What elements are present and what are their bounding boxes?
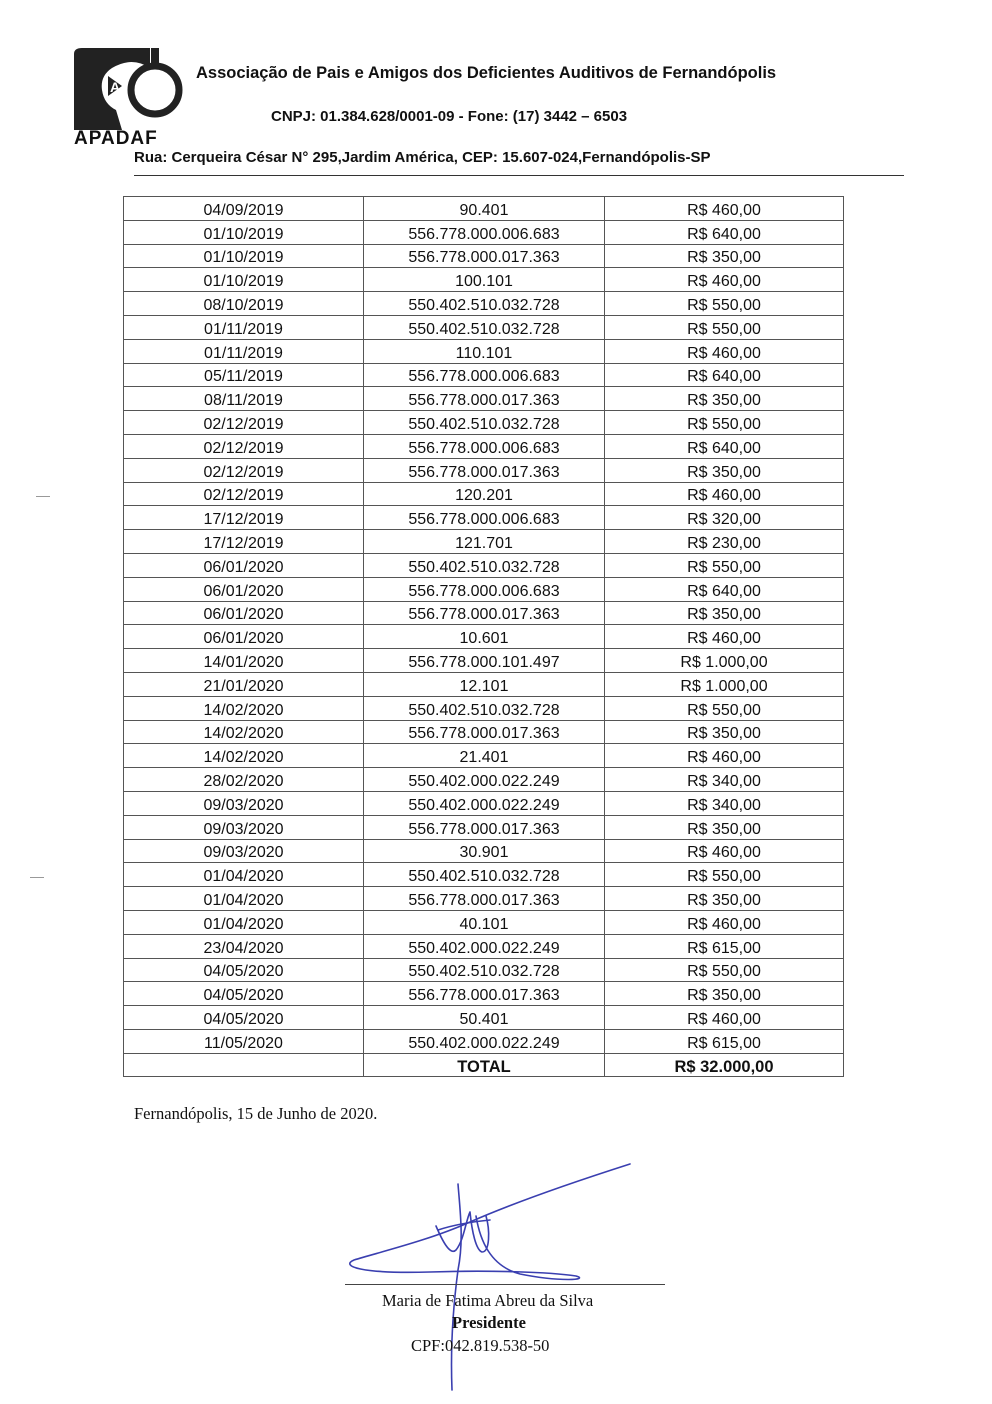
amount-cell: R$ 350,00	[605, 720, 844, 744]
date-cell: 02/12/2019	[124, 458, 364, 482]
amount-cell: R$ 350,00	[605, 982, 844, 1006]
total-empty-cell	[124, 1053, 364, 1077]
amount-cell: R$ 460,00	[605, 625, 844, 649]
table-row	[124, 292, 844, 316]
table-row	[124, 958, 844, 982]
reference-cell: 550.402.510.032.728	[364, 315, 605, 339]
amount-cell: R$ 550,00	[605, 958, 844, 982]
signer-role: Presidente	[452, 1313, 526, 1332]
date-cell: 06/01/2020	[124, 625, 364, 649]
table-row	[124, 434, 844, 458]
table-row	[124, 744, 844, 768]
amount-cell: R$ 350,00	[605, 244, 844, 268]
address: Rua: Cerqueira César N° 295,Jardim América, CEP: 15.607-024,Fernandópolis-SP	[134, 149, 711, 166]
reference-cell: 550.402.510.032.728	[364, 411, 605, 435]
reference-cell: 550.402.510.032.728	[364, 553, 605, 577]
date-cell: 01/10/2019	[124, 244, 364, 268]
total-amount: R$ 32.000,00	[605, 1053, 844, 1077]
table-row	[124, 601, 844, 625]
table-row	[124, 791, 844, 815]
scan-mark	[36, 496, 50, 497]
table-row	[124, 768, 844, 792]
reference-cell: 120.201	[364, 482, 605, 506]
table-row	[124, 815, 844, 839]
table-row	[124, 863, 844, 887]
reference-cell: 550.402.510.032.728	[364, 696, 605, 720]
date-cell: 04/05/2020	[124, 1006, 364, 1030]
table-row	[124, 577, 844, 601]
reference-cell: 556.778.000.006.683	[364, 434, 605, 458]
date-cell: 02/12/2019	[124, 434, 364, 458]
table-row	[124, 363, 844, 387]
date-cell: 21/01/2020	[124, 672, 364, 696]
amount-cell: R$ 640,00	[605, 363, 844, 387]
table-row	[124, 887, 844, 911]
payments-table-body	[124, 197, 844, 1054]
date-cell: 06/01/2020	[124, 553, 364, 577]
amount-cell: R$ 230,00	[605, 530, 844, 554]
table-row	[124, 387, 844, 411]
amount-cell: R$ 550,00	[605, 315, 844, 339]
reference-cell: 21.401	[364, 744, 605, 768]
table-row	[124, 839, 844, 863]
place-date: Fernandópolis, 15 de Junho de 2020.	[134, 1104, 378, 1123]
amount-cell: R$ 550,00	[605, 863, 844, 887]
table-row	[124, 934, 844, 958]
date-cell: 14/02/2020	[124, 744, 364, 768]
amount-cell: R$ 320,00	[605, 506, 844, 530]
reference-cell: 50.401	[364, 1006, 605, 1030]
amount-cell: R$ 550,00	[605, 411, 844, 435]
reference-cell: 90.401	[364, 197, 605, 221]
handwritten-signature	[340, 1160, 640, 1400]
reference-cell: 556.778.000.006.683	[364, 220, 605, 244]
reference-cell: 12.101	[364, 672, 605, 696]
reference-cell: 556.778.000.017.363	[364, 982, 605, 1006]
amount-cell: R$ 460,00	[605, 339, 844, 363]
amount-cell: R$ 460,00	[605, 482, 844, 506]
table-row	[124, 339, 844, 363]
date-cell: 02/12/2019	[124, 411, 364, 435]
date-cell: 04/09/2019	[124, 197, 364, 221]
reference-cell: 550.402.000.022.249	[364, 934, 605, 958]
date-cell: 09/03/2020	[124, 839, 364, 863]
date-cell: 01/04/2020	[124, 863, 364, 887]
amount-cell: R$ 640,00	[605, 577, 844, 601]
reference-cell: 556.778.000.017.363	[364, 244, 605, 268]
amount-cell: R$ 615,00	[605, 1029, 844, 1053]
amount-cell: R$ 550,00	[605, 292, 844, 316]
date-cell: 08/10/2019	[124, 292, 364, 316]
table-row	[124, 982, 844, 1006]
table-row	[124, 625, 844, 649]
payments-table	[123, 196, 844, 1077]
reference-cell: 550.402.000.022.249	[364, 768, 605, 792]
date-cell: 01/10/2019	[124, 220, 364, 244]
date-cell: 11/05/2020	[124, 1029, 364, 1053]
date-cell: 17/12/2019	[124, 530, 364, 554]
date-cell: 04/05/2020	[124, 958, 364, 982]
table-row	[124, 696, 844, 720]
table-row	[124, 506, 844, 530]
logo-wordmark: APADAF	[74, 128, 158, 149]
table-row	[124, 411, 844, 435]
reference-cell: 550.402.510.032.728	[364, 863, 605, 887]
reference-cell: 550.402.000.022.249	[364, 1029, 605, 1053]
reference-cell: 556.778.000.006.683	[364, 577, 605, 601]
reference-cell: 10.601	[364, 625, 605, 649]
date-cell: 17/12/2019	[124, 506, 364, 530]
reference-cell: 550.402.000.022.249	[364, 791, 605, 815]
table-row	[124, 910, 844, 934]
amount-cell: R$ 460,00	[605, 744, 844, 768]
date-cell: 01/10/2019	[124, 268, 364, 292]
signer-cpf: CPF:042.819.538-50	[411, 1336, 550, 1355]
amount-cell: R$ 550,00	[605, 696, 844, 720]
date-cell: 08/11/2019	[124, 387, 364, 411]
reference-cell: 550.402.510.032.728	[364, 958, 605, 982]
table-row	[124, 315, 844, 339]
table-row	[124, 720, 844, 744]
reference-cell: 30.901	[364, 839, 605, 863]
signer-name: Maria de Fatima Abreu da Silva	[382, 1291, 594, 1310]
reference-cell: 556.778.000.017.363	[364, 601, 605, 625]
date-cell: 14/01/2020	[124, 649, 364, 673]
reference-cell: 556.778.000.101.497	[364, 649, 605, 673]
amount-cell: R$ 460,00	[605, 910, 844, 934]
amount-cell: R$ 350,00	[605, 887, 844, 911]
amount-cell: R$ 460,00	[605, 1006, 844, 1030]
table-row	[124, 197, 844, 221]
date-cell: 06/01/2020	[124, 577, 364, 601]
date-cell: 06/01/2020	[124, 601, 364, 625]
table-row	[124, 482, 844, 506]
date-cell: 01/11/2019	[124, 339, 364, 363]
table-row	[124, 268, 844, 292]
date-cell: 14/02/2020	[124, 720, 364, 744]
amount-cell: R$ 1.000,00	[605, 649, 844, 673]
reference-cell: 556.778.000.017.363	[364, 815, 605, 839]
table-row	[124, 1006, 844, 1030]
table-row	[124, 649, 844, 673]
date-cell: 23/04/2020	[124, 934, 364, 958]
amount-cell: R$ 550,00	[605, 553, 844, 577]
table-row	[124, 553, 844, 577]
date-cell: 14/02/2020	[124, 696, 364, 720]
table-row	[124, 244, 844, 268]
reference-cell: 40.101	[364, 910, 605, 934]
amount-cell: R$ 350,00	[605, 601, 844, 625]
reference-cell: 556.778.000.017.363	[364, 887, 605, 911]
amount-cell: R$ 1.000,00	[605, 672, 844, 696]
scan-mark	[30, 877, 44, 878]
amount-cell: R$ 340,00	[605, 768, 844, 792]
date-cell: 28/02/2020	[124, 768, 364, 792]
total-row	[124, 1053, 844, 1077]
organization-name: Associação de Pais e Amigos dos Deficientes Auditivos de Fernandópolis	[196, 64, 777, 82]
date-cell: 05/11/2019	[124, 363, 364, 387]
amount-cell: R$ 640,00	[605, 220, 844, 244]
reference-cell: 550.402.510.032.728	[364, 292, 605, 316]
table-row	[124, 458, 844, 482]
amount-cell: R$ 350,00	[605, 815, 844, 839]
table-row	[124, 530, 844, 554]
reference-cell: 556.778.000.006.683	[364, 506, 605, 530]
reference-cell: 121.701	[364, 530, 605, 554]
date-cell: 09/03/2020	[124, 791, 364, 815]
amount-cell: R$ 340,00	[605, 791, 844, 815]
amount-cell: R$ 615,00	[605, 934, 844, 958]
header-divider	[134, 175, 904, 176]
amount-cell: R$ 460,00	[605, 268, 844, 292]
date-cell: 04/05/2020	[124, 982, 364, 1006]
reference-cell: 100.101	[364, 268, 605, 292]
table-row	[124, 220, 844, 244]
date-cell: 02/12/2019	[124, 482, 364, 506]
reference-cell: 110.101	[364, 339, 605, 363]
table-row	[124, 672, 844, 696]
amount-cell: R$ 640,00	[605, 434, 844, 458]
reference-cell: 556.778.000.006.683	[364, 363, 605, 387]
amount-cell: R$ 460,00	[605, 197, 844, 221]
signature-line	[345, 1284, 665, 1285]
amount-cell: R$ 350,00	[605, 458, 844, 482]
date-cell: 01/04/2020	[124, 910, 364, 934]
cnpj-phone: CNPJ: 01.384.628/0001-09 - Fone: (17) 3442 – 6503	[271, 108, 628, 125]
date-cell: 01/04/2020	[124, 887, 364, 911]
reference-cell: 556.778.000.017.363	[364, 458, 605, 482]
date-cell: 09/03/2020	[124, 815, 364, 839]
amount-cell: R$ 350,00	[605, 387, 844, 411]
reference-cell: 556.778.000.017.363	[364, 720, 605, 744]
date-cell: 01/11/2019	[124, 315, 364, 339]
table-row	[124, 1029, 844, 1053]
total-label: TOTAL	[364, 1053, 605, 1077]
reference-cell: 556.778.000.017.363	[364, 387, 605, 411]
svg-text:A: A	[110, 79, 121, 95]
amount-cell: R$ 460,00	[605, 839, 844, 863]
